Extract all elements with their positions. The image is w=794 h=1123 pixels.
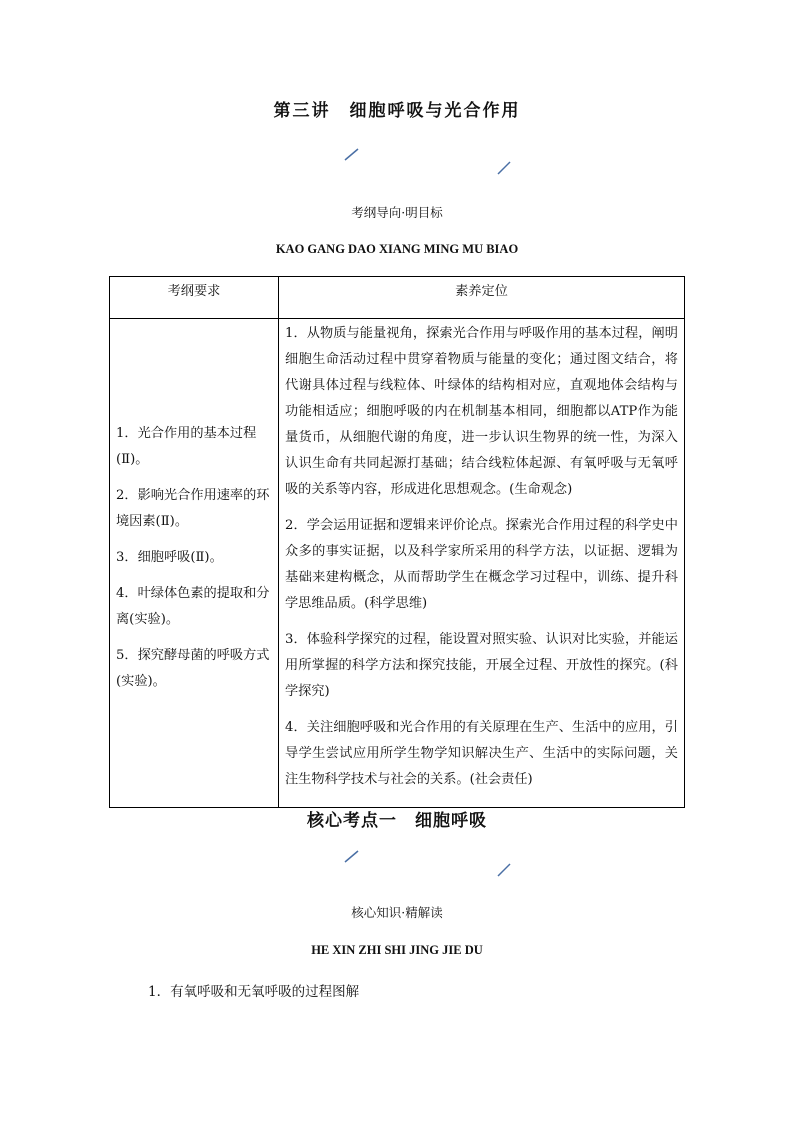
- literacy-paragraph: 4．关注细胞呼吸和光合作用的有关原理在生产、生活中的应用，引导学生尝试应用所学生物学知识解决生产、生活中的实际问题，关注生物科学技术与社会的关系。(社会责任): [285, 720, 678, 787]
- decorative-divider: [0, 848, 794, 878]
- table-header-literacy: 素养定位: [279, 277, 685, 319]
- section-subtitle-pinyin: HE XIN ZHI SHI JING JIE DU: [311, 943, 483, 957]
- requirements-cell: [110, 319, 279, 808]
- literacy-paragraph: 1．从物质与能量视角，探索光合作用与呼吸作用的基本过程，阐明细胞生命活动过程中贯穿着物质与能量的变化；通过图文结合，将代谢具体过程与线粒体、叶绿体的结构相对应，直观地体会结构与功能相适应；细胞呼吸的内在机制基本相同，细胞都以ATP作为能量货币，从细胞代谢的角度，进一步认识生物界的统一性，为深入认识生命有共同起源打基础；结合线粒体起源、有氧呼吸与无氧呼吸的关系等内容，形成进化思想观念。(生命观念): [285, 326, 678, 497]
- requirement-item: 1．光合作用的基本过程(Ⅱ)。: [116, 426, 257, 467]
- literacy-paragraph: 2．学会运用证据和逻辑来评价论点。探索光合作用过程的科学史中众多的事实证据，以及科学家所采用的科学方法，以证据、逻辑为基础来建构概念，从而帮助学生在概念学习过程中，训练、提升科学思维品质。(科学思维): [285, 518, 678, 611]
- decorative-divider: [0, 146, 794, 176]
- core-topic-heading: 核心考点一 细胞呼吸: [307, 811, 487, 831]
- section-subtitle-cn: 核心知识·精解读: [351, 905, 443, 920]
- section-subtitle-cn: 考纲导向·明目标: [351, 205, 443, 220]
- list-item: 1．有氧呼吸和无氧呼吸的过程图解: [148, 984, 360, 1000]
- page-title: 第三讲 细胞呼吸与光合作用: [273, 101, 521, 121]
- section-subtitle-pinyin: KAO GANG DAO XIANG MING MU BIAO: [275, 242, 519, 256]
- literacy-paragraph: 3．体验科学探究的过程，能设置对照实验、认识对比实验，并能运用所掌握的科学方法和探究技能，开展全过程、开放性的探究。(科学探究): [285, 632, 678, 699]
- literacy-cell: [279, 319, 685, 808]
- syllabus-table: [109, 276, 685, 808]
- requirement-item: 2．影响光合作用速率的环境因素(Ⅱ)。: [116, 488, 270, 529]
- requirement-item: 3．细胞呼吸(Ⅱ)。: [116, 550, 223, 565]
- requirement-item: 5．探究酵母菌的呼吸方式(实验)。: [116, 648, 270, 689]
- table-header-requirements: 考纲要求: [110, 277, 279, 319]
- requirement-item: 4．叶绿体色素的提取和分离(实验)。: [116, 586, 270, 627]
